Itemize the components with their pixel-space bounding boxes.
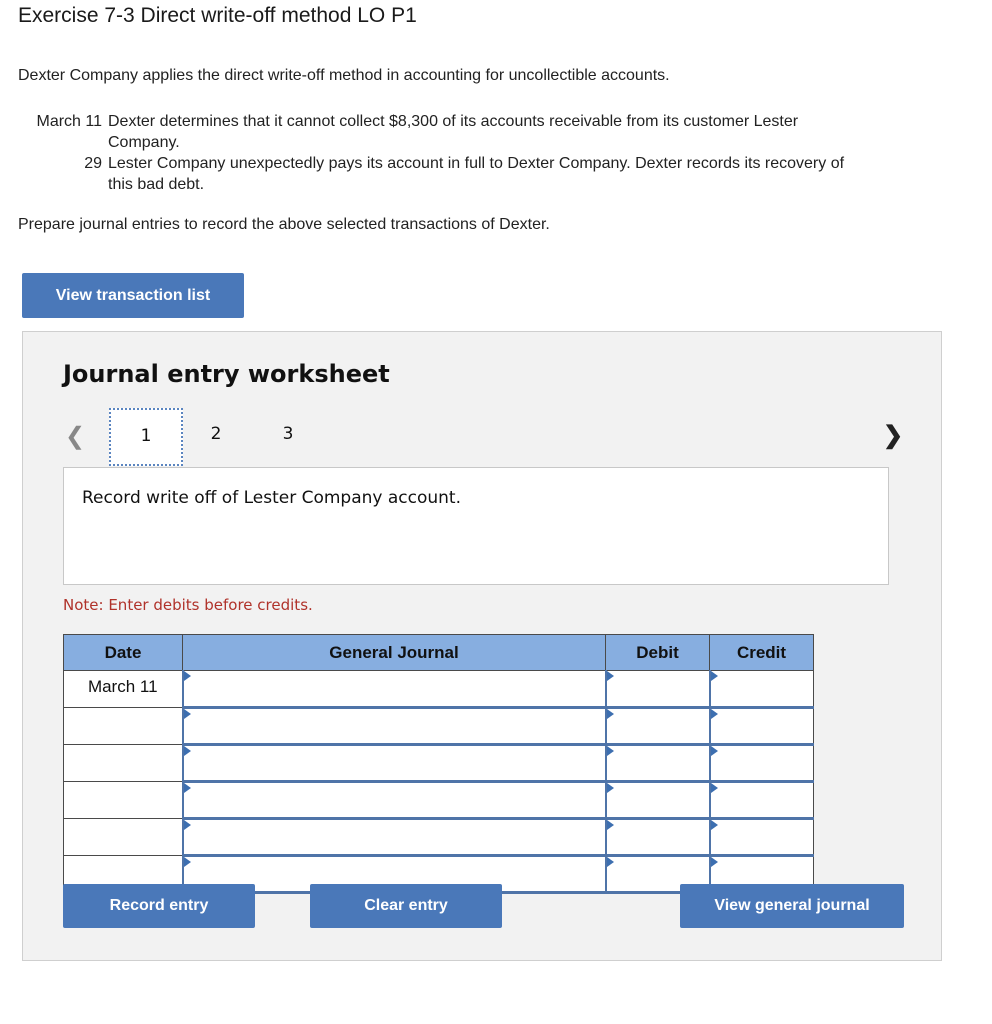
debit-input[interactable] xyxy=(607,823,709,851)
credit-input[interactable] xyxy=(711,712,814,740)
chevron-right-icon[interactable]: ❯ xyxy=(883,422,904,449)
debit-input[interactable] xyxy=(607,749,709,777)
clear-entry-button[interactable]: Clear entry xyxy=(310,884,502,928)
journal-table xyxy=(63,634,814,894)
date-cell xyxy=(64,819,183,856)
debit-cell[interactable] xyxy=(606,745,710,782)
credit-cell[interactable] xyxy=(710,819,814,856)
table-row xyxy=(64,782,814,819)
transaction-text: Lester Company unexpectedly pays its account in full to Dexter Company. Dexter records its recovery of this bad debt. xyxy=(108,155,845,193)
transaction-row xyxy=(18,111,848,153)
page-title: Exercise 7-3 Direct write-off method LO P1 xyxy=(18,4,417,27)
credit-input[interactable] xyxy=(711,786,814,814)
account-input[interactable] xyxy=(184,786,605,814)
date-cell xyxy=(64,745,183,782)
account-input[interactable] xyxy=(184,823,605,851)
view-transaction-list-button[interactable]: View transaction list xyxy=(22,273,244,318)
debit-input[interactable] xyxy=(607,786,709,814)
account-input[interactable] xyxy=(184,749,605,777)
account-input[interactable] xyxy=(184,675,605,703)
transaction-text: Dexter determines that it cannot collect $8,300 of its accounts receivable from its customer Lester Company. xyxy=(108,113,799,151)
account-cell[interactable] xyxy=(183,671,606,708)
chevron-left-icon[interactable]: ❮ xyxy=(65,423,86,450)
tab-3[interactable]: 3 xyxy=(282,424,294,444)
debit-header: Debit xyxy=(606,635,710,671)
general-journal-header: General Journal xyxy=(183,635,606,671)
debit-cell[interactable] xyxy=(606,708,710,745)
table-row xyxy=(64,708,814,745)
date-cell xyxy=(64,708,183,745)
credit-cell[interactable] xyxy=(710,708,814,745)
transaction-date: March 11 xyxy=(36,113,102,130)
tab-2[interactable]: 2 xyxy=(210,424,222,444)
credit-input[interactable] xyxy=(711,823,814,851)
debit-input[interactable] xyxy=(607,675,709,703)
debit-credit-note: Note: Enter debits before credits. xyxy=(63,596,313,614)
table-row xyxy=(64,745,814,782)
table-row xyxy=(64,671,814,708)
worksheet-title: Journal entry worksheet xyxy=(63,360,390,388)
credit-cell[interactable] xyxy=(710,745,814,782)
account-cell[interactable] xyxy=(183,819,606,856)
tab-1[interactable]: 1 xyxy=(109,408,183,466)
credit-cell[interactable] xyxy=(710,671,814,708)
intro-text: Dexter Company applies the direct write-off method in accounting for uncollectible accounts. xyxy=(18,67,670,84)
date-cell xyxy=(64,782,183,819)
entry-description: Record write off of Lester Company account. xyxy=(63,467,889,585)
debit-cell[interactable] xyxy=(606,819,710,856)
debit-input[interactable] xyxy=(607,712,709,740)
journal-entry-worksheet xyxy=(22,331,942,961)
account-cell[interactable] xyxy=(183,708,606,745)
credit-input[interactable] xyxy=(711,749,814,777)
record-entry-button[interactable]: Record entry xyxy=(63,884,255,928)
debit-cell[interactable] xyxy=(606,782,710,819)
account-cell[interactable] xyxy=(183,745,606,782)
view-general-journal-button[interactable]: View general journal xyxy=(680,884,904,928)
debit-cell[interactable] xyxy=(606,671,710,708)
transaction-list-text xyxy=(18,111,848,195)
transaction-row xyxy=(18,153,848,195)
transaction-date: 29 xyxy=(84,155,102,172)
table-row xyxy=(64,819,814,856)
credit-header: Credit xyxy=(710,635,814,671)
instruction-text: Prepare journal entries to record the above selected transactions of Dexter. xyxy=(18,216,550,233)
credit-cell[interactable] xyxy=(710,782,814,819)
account-cell[interactable] xyxy=(183,782,606,819)
date-cell: March 11 xyxy=(64,671,183,708)
credit-input[interactable] xyxy=(711,675,814,703)
date-header: Date xyxy=(64,635,183,671)
account-input[interactable] xyxy=(184,712,605,740)
